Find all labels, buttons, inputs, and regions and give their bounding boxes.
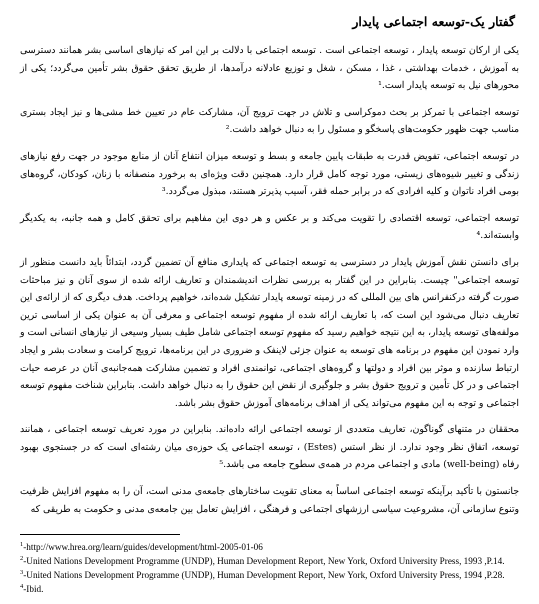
paragraph-1: یکی از ارکان توسعه پایدار ، توسعه اجتماعی است . توسعه اجتماعی با دلالت بر این امر که نیازهای اساسی بشر همانند دسترسی به آموزش ، خدمات بهداشتی ، غذا ، مسکن ، شغل و توزیع عادلانه درآمدها، از طریق تحقق حقوق بشر تأمین می‌گردد؛ یکی از محورهای نیل به توسعه پایدار است.¹: [20, 45, 519, 92]
paragraph-3: در توسعه اجتماعی، تفویض قدرت به طبقات پایین جامعه و بسط و توسعه میزان انتفاع آنان از منابع موجود در جهت رفع نیازهای زندگی و تغییر شیوه‌های زیستی، مورد توجه کامل قرار دارد. همچنین دقت ویژه‌ای به برخورد منصفانه با زنان، کودکان، گروه‌های بومی افراد ناتوان و کلیه افرادی که در برابر حمله فقر، آسیب پذیرتر هستند، مبذول می‌گردد.³: [20, 150, 519, 198]
footnote-text: -United Nations Development Programme (UNDP), Human Development Report, New York, Oxford University Press, 1993 ,P.14.: [23, 556, 505, 567]
footnote-number: 3: [20, 569, 24, 577]
footnote-2: [20, 553, 519, 567]
footnote-3: [20, 567, 519, 581]
footnote-4: [20, 581, 519, 595]
footnote-1: [20, 539, 519, 553]
footnote-separator: [20, 534, 180, 535]
paragraph-5: برای دانستن نقش آموزش پایدار در دسترسی به توسعه اجتماعی که پایداری منافع آن تضمین گردد، ابتدائاً باید دانست منظور از توسعه اجتماعی" چیست. بنابراین در این گفتار به بررسی نظرات اندیشمندان و تعاریف ارائه شده از سوی آنان و نیز مباحثات صورت گرفته درکنفرانس های بین المللی که در زمینه توسعه پایدار تشکیل شده‌اند، خواهیم پرداخت. هدف دیگری که از ارائه‌ی این تعاریف دنبال می‌شود این است که، با تعاریف ارائه شده از مفهوم توسعه اجتماعی و معرفی آن به عنوان یکی از اساسی ترین مولفه‌های توسعه پایدار، به این نتیجه خواهیم رسید که مفهوم توسعه اجتماعی شامل طیف بسیار وسیعی از نیازهای انسانی است و وارد نمودن این مفهوم در برنامه های توسعه به عنوان جزئی لاینفک و ضروری در این برنامه‌ها، ترویج کرامت و سعادت بشر و ایجاد ارتباط سازنده و موثر بین افراد و دولتها و گروه‌های اجتماعی، توانمندی افراد و تضمین مشارکت همه‌جانبه‌ی آنان در عرصه حیات اجتماعی و در کل تأمین و ترویج حقوق بشر و جلوگیری از نقض این حقوق را به دنبال خواهد داشت. بنابراین شناخت مفهوم توسعه اجتماعی و توجه به این مفهوم می‌تواند یکی از اهداف برنامه‌های آموزش حقوق بشر باشد.: [20, 256, 519, 409]
section-title: گفتار یک-توسعه اجتماعی پایدار: [352, 14, 515, 29]
footnote-number: 4: [20, 583, 24, 591]
footnote-text: -Ibid.: [23, 584, 44, 595]
paragraph-6: محققان در متنهای گوناگون، تعاریف متعددی از توسعه اجتماعی ارائه داده‌اند. بنابراین در مورد تعریف توسعه اجتماعی ، همانند توسعه، اتفاق نظر وجود ندارد. از نظر استس (Estes) ، توسعه اجتماعی یک حوزه‌ی میان رشته‌ای است که در جستجوی بهبود رفاه (well-being) مادی و اجتماعی مردم در همه‌ی سطوح جامعه می باشد.⁵: [20, 424, 519, 471]
footnote-number: 2: [20, 555, 24, 563]
paragraph-7: جانستون با تأکید برآینکه توسعه اجتماعی اساساً به معنای تقویت ساختارهای جامعه‌ی مدنی است، آن را به مفهوم افزایش ظرفیت وتنوع سازمانی آن، مشروعیت سیاسی ارزشهای اجتماعی و فرهنگی ، افزایش تعامل بین جامعه‌ی مدنی و حکومت به طریقی که: [20, 486, 519, 515]
footnote-number: 1: [20, 541, 24, 549]
footnote-text: -United Nations Development Programme (UNDP), Human Development Report, New York, Oxford University Press, 1994 ,P.28.: [23, 570, 505, 581]
paragraph-4: توسعه اجتماعی، توسعه اقتصادی را تقویت می‌کند و بر عکس و هر دوی این مفاهیم برای تحقق کامل و همه جانبه، به یکدیگر وابسته‌اند.⁴: [20, 212, 519, 242]
footnote-text: -http://www.hrea.org/learn/guides/development/html-2005-01-06: [23, 542, 263, 553]
footnotes: [20, 539, 519, 595]
paragraph-2: توسعه اجتماعی با تمرکز بر بحث دموکراسی و تلاش در جهت ترویج آن، مشارکت عام در تعیین خط مشی‌ها و نیز ایجاد بستری مناسب جهت ظهور حکومت‌های پاسخگو و مسئول را به دنبال خواهد داشت.²: [20, 106, 519, 136]
